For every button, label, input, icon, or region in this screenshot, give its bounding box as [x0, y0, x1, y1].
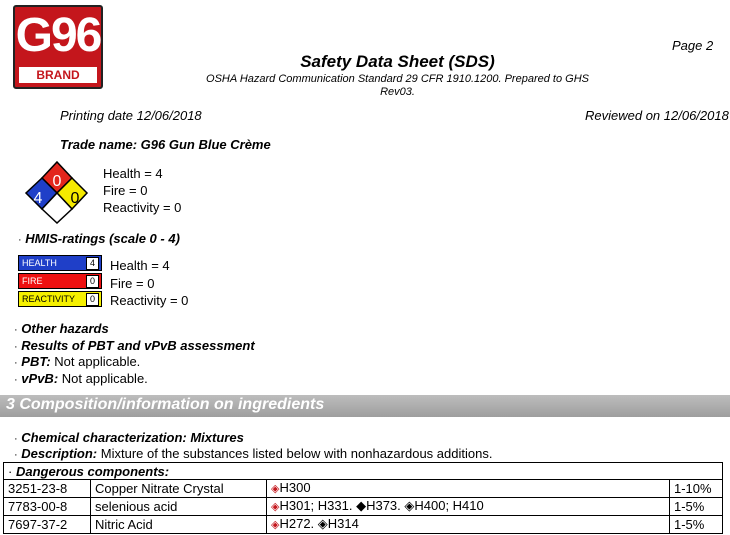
- ghs-pictogram-icon: ◈: [271, 501, 280, 513]
- pbt-heading: · Results of PBT and vPvB assessment: [14, 338, 255, 353]
- hmis-reactivity-label: REACTIVITY: [22, 294, 76, 304]
- section-3-title: 3 Composition/information on ingredients: [6, 396, 325, 413]
- nfpa-health: Health = 4: [103, 166, 163, 181]
- dangerous-components-table: [3, 462, 723, 534]
- hazard-statements: ◈H300: [267, 480, 670, 498]
- chemical-characterization: · Chemical characterization: Mixtures: [14, 430, 244, 445]
- hmis-fire-text: Fire = 0: [110, 276, 155, 291]
- hmis-health-value: 4: [86, 257, 99, 270]
- logo-mark: G96: [15, 9, 101, 62]
- nfpa-reactivity-value: 0: [70, 190, 80, 207]
- nfpa-fire-value: 0: [52, 173, 62, 190]
- cas-number: 3251-23-8: [4, 480, 91, 498]
- ghs-pictogram-icon: ◈: [271, 483, 280, 495]
- ghs-pictogram-icon: ◈: [271, 519, 280, 531]
- cas-number: 7697-37-2: [4, 516, 91, 534]
- hmis-health-bar: [18, 255, 102, 271]
- printing-date: Printing date 12/06/2018: [60, 108, 202, 123]
- reviewed-date: Reviewed on 12/06/2018: [585, 108, 729, 123]
- description-line: · Description: Mixture of the substances listed below with nonhazardous additions.: [14, 446, 493, 461]
- document-title: Safety Data Sheet (SDS): [300, 52, 495, 71]
- logo-brand-text: BRAND: [19, 67, 97, 83]
- hmis-fire-value: 0: [86, 275, 99, 288]
- component-name: Copper Nitrate Crystal: [91, 480, 267, 498]
- nfpa-diamond-icon: [16, 160, 98, 224]
- revision: Rev03.: [380, 86, 415, 98]
- table-heading-row: [4, 463, 723, 480]
- hmis-reactivity-value: 0: [86, 293, 99, 306]
- other-hazards: · Other hazards: [14, 321, 109, 336]
- percentage: 1-10%: [670, 480, 723, 498]
- table-row: [4, 498, 723, 516]
- hmis-health-text: Health = 4: [110, 258, 170, 273]
- nfpa-health-value: 4: [33, 190, 43, 207]
- table-row: [4, 480, 723, 498]
- table-row: [4, 516, 723, 534]
- nfpa-fire: Fire = 0: [103, 183, 148, 198]
- nfpa-reactivity: Reactivity = 0: [103, 200, 182, 215]
- hmis-reactivity-text: Reactivity = 0: [110, 293, 189, 308]
- percentage: 1-5%: [670, 516, 723, 534]
- hazard-statements: ◈H272. ◈H314: [267, 516, 670, 534]
- percentage: 1-5%: [670, 498, 723, 516]
- vpvb-line: · vPvB: Not applicable.: [14, 371, 148, 386]
- section-3-header: [0, 395, 730, 417]
- hazard-statements: ◈H301; H331. ◆H373. ◈H400; H410: [267, 498, 670, 516]
- hmis-fire-bar: [18, 273, 102, 289]
- component-name: selenious acid: [91, 498, 267, 516]
- trade-name: Trade name: G96 Gun Blue Crème: [60, 137, 271, 152]
- hmis-fire-label: FIRE: [22, 276, 43, 286]
- page-number: Page 2: [672, 38, 714, 53]
- hmis-health-label: HEALTH: [22, 258, 57, 268]
- component-name: Nitric Acid: [91, 516, 267, 534]
- document-subtitle: OSHA Hazard Communication Standard 29 CFR 1910.1200. Prepared to GHS: [206, 73, 589, 85]
- hmis-reactivity-bar: [18, 291, 102, 307]
- pbt-line: · PBT: Not applicable.: [14, 354, 141, 369]
- table-heading: · Dangerous components:: [4, 463, 723, 480]
- hmis-heading: · HMIS-ratings (scale 0 - 4): [18, 231, 180, 246]
- cas-number: 7783-00-8: [4, 498, 91, 516]
